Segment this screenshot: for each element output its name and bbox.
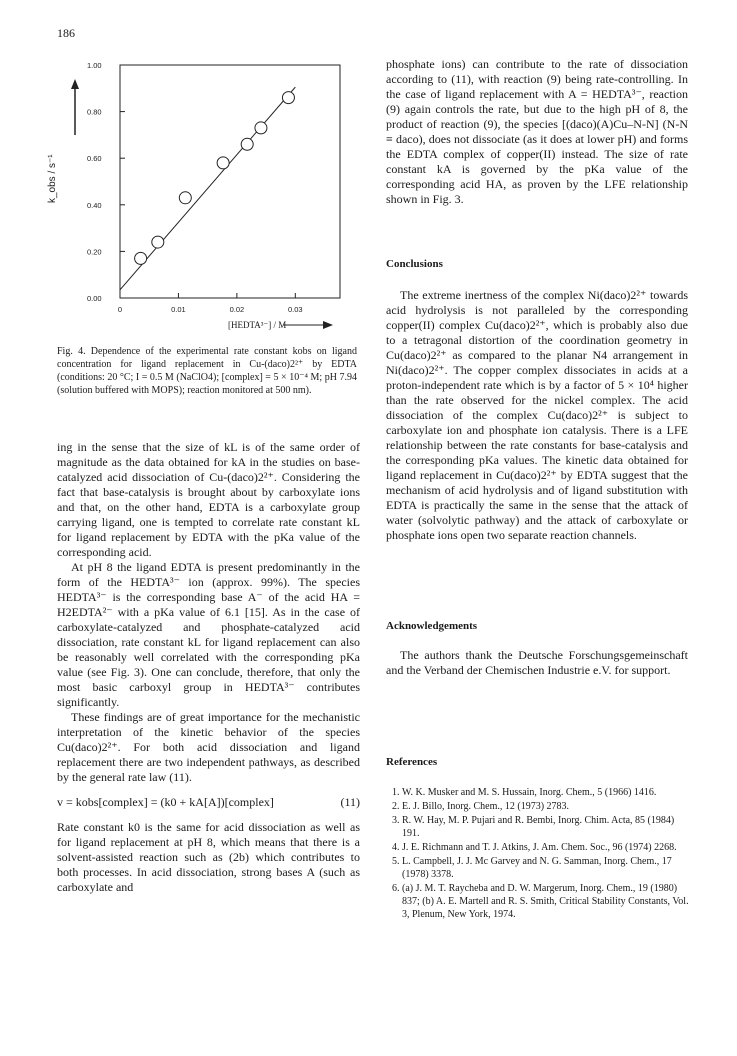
acknowledgements-heading: Acknowledgements [386, 620, 478, 632]
figure-4 [47, 55, 355, 330]
x-tick-label: 0.01 [171, 305, 186, 314]
equation-text: v = kobs[complex] = (k0 + kA[A])[complex] [57, 795, 274, 809]
x-tick-label: 0.03 [288, 305, 303, 314]
conclusions-section [386, 288, 688, 543]
reference-item: 1. W. K. Musker and M. S. Hussain, Inorg. Chem., 5 (1966) 1416. [402, 786, 692, 799]
conclusions-heading: Conclusions [386, 258, 443, 270]
plot-frame [120, 65, 340, 298]
left-paragraph-2: At pH 8 the ligand EDTA is present predominantly in the form of the HEDTA³⁻ ion (approx. 99%). The species HEDTA³⁻ is the corresponding base A⁻ of the acid HA = H2EDTA²⁻ with a pKa value of 6.1 [15]. As in the case of carboxylate-catalyzed and phosphate-catalyzed acid dissociation, rate constant kL for ligand replacement can also be reasonably well correlated with the corresponding pKa value (see Fig. 3). One can conclude, therefore, that only the most basic carboxyl group in HEDTA³⁻ contributes significantly. [57, 560, 360, 709]
page-number: 186 [57, 26, 75, 40]
y-axis-arrowhead [71, 79, 79, 89]
acknowledgements-paragraph: The authors thank the Deutsche Forschungsgemeinschaft and the Verband der Chemischen Industrie e.V. for support. [386, 648, 688, 677]
y-tick-label: 0.60 [87, 154, 102, 164]
y-tick-label: 0.40 [87, 200, 102, 210]
figure-caption: Fig. 4. Dependence of the experimental rate constant kobs on ligand concentration for ligand replacement in Cu-(daco)2²⁺ by EDTA (conditions: 20 °C; I = 0.5 M (NaClO4); [complex] = 5 × 10⁻⁴ M; pH 7.94 (solution buffered with MOPS); reaction monitored at 500 nm). [57, 346, 357, 396]
left-paragraph-4: Rate constant k0 is the same for acid dissociation as well as for ligand replacement at pH 8, which means that there is a solvent-assisted reaction such as (2b) which contributes to both processes. In acid dissociation, strong bases A (such as carboxylate and [57, 820, 360, 894]
rate-law-equation [57, 795, 360, 810]
data-point [255, 122, 267, 134]
data-point [135, 252, 147, 264]
y-tick-label: 0.80 [87, 107, 102, 117]
right-paragraph-1: phosphate ions) can contribute to the rate of dissociation according to (11), with reaction (9) being rate-controlling. In the case of ligand replacement with A = HEDTA³⁻, reaction (9) again controls the rate, but due to the high pH of 8, the product of reaction (9), the species [(daco)(A)Cu–N-N] (N-N ≡ daco), does not dissociate (as it does at lower pH) and forms the EDTA complex of copper(II) instead. The size of rate constant kA is governed by the pKa value of the corresponding acid HA, as proven by the LFE relationship shown in Fig. 3. [386, 57, 688, 206]
x-tick-label: 0 [117, 305, 123, 314]
reference-item: 3. R. W. Hay, M. P. Pujari and R. Bembi, Inorg. Chim. Acta, 85 (1984) 191. [402, 814, 692, 840]
equation-number: (11) [340, 795, 360, 809]
y-tick-label: 0.00 [87, 294, 102, 303]
x-axis-label: [HEDTA³⁻] / M [228, 320, 287, 330]
x-axis-arrowhead [323, 321, 333, 329]
data-point [241, 138, 253, 150]
reference-item: 5. L. Campbell, J. J. Mc Garvey and N. G. Samman, Inorg. Chem., 17 (1978) 3378. [402, 855, 692, 881]
y-tick-label: 0.20 [87, 247, 102, 257]
reference-item: 2. E. J. Billo, Inorg. Chem., 12 (1973) 2783. [402, 800, 692, 813]
kobs-vs-hedta-chart [55, 55, 355, 330]
data-point [217, 157, 229, 169]
conclusions-paragraph: The extreme inertness of the complex Ni(daco)2²⁺ towards acid hydrolysis is not paralleled by the corresponding copper(II) complex Cu(daco)2²⁺, which is probably also due to a tetragonal distortion of the coordination geometry in Cu(daco)2²⁺ as compared to the planar N4 arrangement in Ni(daco)2²⁺. The copper complex dissociates in acids at a proton-independent rate which is by a factor of 5 × 10⁴ higher than the rate observed for the nickel complex. The acid dissociation of the complex Cu(daco)2²⁺ is subject to carboxylate ion and phosphate ion catalysis. There is a LFE relationship between the rate constants for base-catalysis and the corresponding pKa values. The kinetic data obtained for ligand replacement in Cu(daco)2²⁺ by EDTA suggest that the mechanism of acid hydrolysis and of ligand substitution with EDTA is practically the same in the sense that the attack of water (solvolytic pathway) and the attack of carboxylate or phosphate ions open two separate reaction channels. [386, 288, 688, 542]
left-column [57, 440, 360, 895]
reference-item: 6. (a) J. M. T. Raycheba and D. W. Margerum, Inorg. Chem., 19 (1980) 837; (b) A. E. Martell and R. S. Smith, Critical Stability Constants, Vol. 3, Plenum, New York, 1974. [402, 882, 692, 921]
y-axis-label: k_obs / s⁻¹ [47, 154, 58, 203]
data-point [282, 92, 294, 104]
data-point [179, 192, 191, 204]
x-tick-label: 0.02 [229, 305, 245, 314]
data-point [152, 236, 164, 248]
y-tick-label: 1.00 [87, 61, 102, 70]
reference-item: 4. J. E. Richmann and T. J. Atkins, J. Am. Chem. Soc., 96 (1974) 2268. [402, 841, 692, 854]
left-paragraph-3: These findings are of great importance for the mechanistic interpretation of the kinetic behavior of the species Cu(daco)2²⁺. For both acid dissociation and ligand replacement there are two independent pathways, as described by the general rate law (11). [57, 710, 360, 784]
references-list [386, 786, 692, 922]
acknowledgements-section [386, 648, 688, 678]
left-paragraph-1: ing in the sense that the size of kL is of the same order of magnitude as the data obtained for kA in the studies on base-catalyzed acid dissociation of Cu-(daco)2²⁺. Considering the fact that base-catalysis is brought about by carboxylate ions and that, on the other hand, EDTA is a carboxylate group carrying ligand, one is tempted to correlate rate constant kL for ligand replacement by EDTA with the pKa value of the corresponding acid. [57, 440, 360, 559]
right-column [386, 57, 688, 207]
references-heading: References [386, 756, 438, 768]
